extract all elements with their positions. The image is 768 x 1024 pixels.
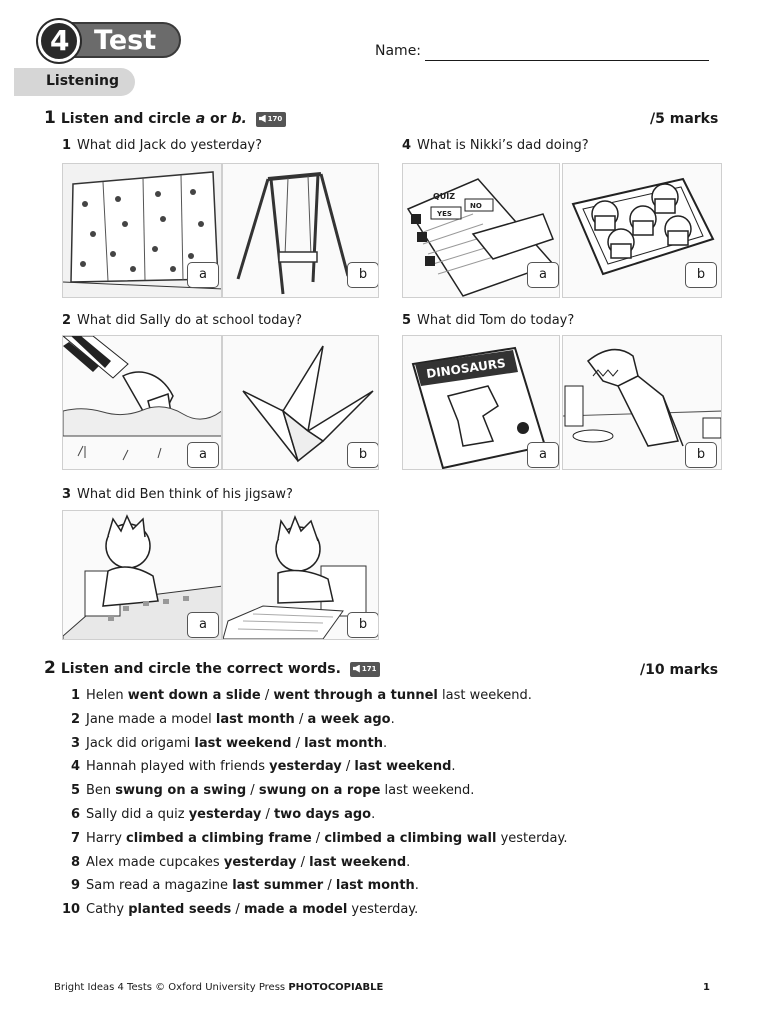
option-one[interactable]: last weekend <box>194 735 292 751</box>
sentence-text: Sam read a magazine <box>86 878 233 894</box>
question-number: 1 <box>62 138 72 153</box>
option-separator: / <box>246 783 259 799</box>
option-one[interactable]: planted seeds <box>128 902 232 918</box>
audio-track-171[interactable] <box>350 662 381 677</box>
magazine-title: DINOSAURS <box>425 355 507 381</box>
test-number: 4 <box>50 24 70 57</box>
exercise1-title-a: a <box>195 111 206 127</box>
sentence-ending: . <box>406 854 411 870</box>
picture-bored-boy-jigsaw <box>62 510 222 640</box>
sentence-number: 8 <box>70 854 80 870</box>
sentence-row <box>62 759 456 774</box>
question-5 <box>402 313 574 328</box>
option-one[interactable]: swung on a swing <box>115 783 247 799</box>
sentence-number: 1 <box>70 688 80 703</box>
choice-b[interactable]: b <box>685 442 717 468</box>
choice-a[interactable]: a <box>187 612 219 638</box>
question-number: 2 <box>62 313 72 328</box>
option-one[interactable]: climbed a climbing frame <box>126 830 312 846</box>
option-one[interactable]: yesterday <box>269 759 342 775</box>
question-text: What did Jack do yesterday? <box>77 138 263 153</box>
sentence-text: Sally did a quiz <box>86 807 189 822</box>
option-two[interactable]: swung on a rope <box>258 783 381 799</box>
audio-track-number: 170 <box>267 114 283 123</box>
page-number: 1 <box>703 982 710 993</box>
sentence-text: Ben <box>86 783 116 799</box>
sentence-number: 9 <box>70 878 80 894</box>
sentence-row <box>62 736 387 751</box>
picture-climbing-wall <box>62 163 222 298</box>
question-number: 5 <box>402 313 412 328</box>
sentence-ending: . <box>371 807 376 822</box>
question-text: What did Sally do at school today? <box>77 313 303 328</box>
sentence-row <box>62 712 395 727</box>
exercise2-number: 2 <box>44 658 56 678</box>
speaker-icon <box>259 115 266 123</box>
question-1 <box>62 138 262 153</box>
footer <box>54 982 383 993</box>
sentence-row <box>62 807 375 822</box>
question-text: What did Tom do today? <box>417 313 575 328</box>
option-separator: / <box>291 735 305 751</box>
footer-text: Bright Ideas 4 Tests © Oxford University Press <box>54 982 289 993</box>
test-label: Test <box>94 25 157 56</box>
sentence-row <box>62 878 419 893</box>
picture-quiz <box>402 163 560 298</box>
exercise2-title <box>44 658 380 678</box>
exercise1-title-text: Listen and circle <box>60 111 196 127</box>
option-one[interactable]: went down a slide <box>127 688 261 703</box>
picture-swing <box>222 163 379 298</box>
test-number-circle <box>38 20 80 62</box>
sentence-ending: yesterday. <box>347 902 419 918</box>
sentence-text: Harry <box>86 830 127 846</box>
option-two[interactable]: two days ago <box>273 807 372 822</box>
choice-b[interactable]: b <box>347 612 379 638</box>
sentence-row <box>62 831 567 846</box>
picture-origami-crane <box>222 335 379 470</box>
sentence-row <box>62 902 418 917</box>
option-separator: / <box>323 878 336 894</box>
option-two[interactable]: last month <box>335 878 415 894</box>
sentence-text: Helen <box>86 688 128 703</box>
choice-b[interactable]: b <box>685 262 717 288</box>
exercise2-title-text: Listen and circle the correct words. <box>60 661 341 677</box>
quiz-no: NO <box>470 202 482 210</box>
option-separator: / <box>231 902 244 918</box>
choice-b[interactable]: b <box>347 442 379 468</box>
test-badge <box>38 20 181 60</box>
picture-planting-seeds <box>62 335 222 470</box>
question-number: 3 <box>62 487 72 502</box>
exercise1-number: 1 <box>44 108 56 128</box>
option-separator: / <box>260 688 274 703</box>
section-tab <box>14 68 135 96</box>
audio-track-170[interactable] <box>256 112 287 127</box>
sentence-number: 6 <box>70 807 80 822</box>
sentence-number: 2 <box>70 711 80 727</box>
sentence-number: 4 <box>70 759 80 775</box>
option-one[interactable]: yesterday <box>223 854 297 870</box>
option-one[interactable]: yesterday <box>188 807 262 822</box>
quiz-word: QUIZ <box>433 192 456 201</box>
option-two[interactable]: a week ago <box>307 711 391 727</box>
exercise1-title <box>44 108 286 128</box>
sentence-ending: last weekend. <box>437 688 532 703</box>
option-two[interactable]: last weekend <box>354 759 452 775</box>
sentence-number: 7 <box>70 830 80 846</box>
exercise1-title-b: b. <box>231 111 247 127</box>
quiz-yes: YES <box>437 210 452 218</box>
sentence-ending: . <box>414 878 419 894</box>
audio-track-number: 171 <box>361 664 377 673</box>
option-two[interactable]: last weekend <box>309 854 407 870</box>
question-text: What did Ben think of his jigsaw? <box>77 487 293 502</box>
choice-a[interactable]: a <box>527 262 559 288</box>
option-two[interactable]: made a model <box>243 902 348 918</box>
question-3 <box>62 487 293 502</box>
question-2 <box>62 313 302 328</box>
question-text: What is Nikki’s dad doing? <box>417 138 589 153</box>
speaker-icon <box>353 665 360 673</box>
exercise2-marks: /10 marks <box>640 662 719 678</box>
sentence-row <box>62 688 532 703</box>
exercise1-title-or: or <box>205 111 232 127</box>
sentence-ending: . <box>451 759 456 775</box>
option-separator: / <box>294 711 308 727</box>
picture-happy-boy-jigsaw <box>222 510 379 640</box>
sentence-text: Jack did origami <box>86 735 195 751</box>
choice-b[interactable]: b <box>347 262 379 288</box>
question-number: 4 <box>402 138 412 153</box>
sentence-ending: yesterday. <box>496 830 568 846</box>
sentence-row <box>62 783 474 798</box>
sentence-ending: . <box>383 735 388 751</box>
sentence-ending: . <box>390 711 395 727</box>
option-separator: / <box>311 830 325 846</box>
choice-a[interactable]: a <box>527 442 559 468</box>
sentence-text: Jane made a model <box>86 711 216 727</box>
sentence-text: Cathy <box>86 902 129 918</box>
name-label: Name: <box>375 43 422 59</box>
sentence-number: 10 <box>62 902 81 918</box>
option-separator: / <box>296 854 310 870</box>
option-one[interactable]: last summer <box>232 878 324 894</box>
option-two[interactable]: climbed a climbing wall <box>324 830 497 846</box>
option-separator: / <box>261 807 274 822</box>
option-two[interactable]: went through a tunnel <box>273 688 438 703</box>
exercise1-marks: /5 marks <box>650 111 719 127</box>
sentence-row <box>62 855 410 870</box>
name-field-line[interactable] <box>425 60 709 61</box>
picture-dinosaur-magazine <box>402 335 560 470</box>
sentence-number: 3 <box>70 735 80 751</box>
option-one[interactable]: last month <box>215 711 295 727</box>
footer-photocopiable: PHOTOCOPIABLE <box>288 982 384 993</box>
option-separator: / <box>341 759 355 775</box>
sentence-ending: last weekend. <box>380 783 475 799</box>
option-two[interactable]: last month <box>304 735 384 751</box>
sentence-text: Alex made cupcakes <box>86 854 224 870</box>
picture-dinosaur-model <box>562 335 722 470</box>
choice-a[interactable]: a <box>187 442 219 468</box>
picture-cupcakes <box>562 163 722 298</box>
sentence-number: 5 <box>70 783 80 799</box>
section-title: Listening <box>46 73 119 89</box>
choice-a[interactable]: a <box>187 262 219 288</box>
question-4 <box>402 138 589 153</box>
sentence-text: Hannah played with friends <box>86 759 270 775</box>
